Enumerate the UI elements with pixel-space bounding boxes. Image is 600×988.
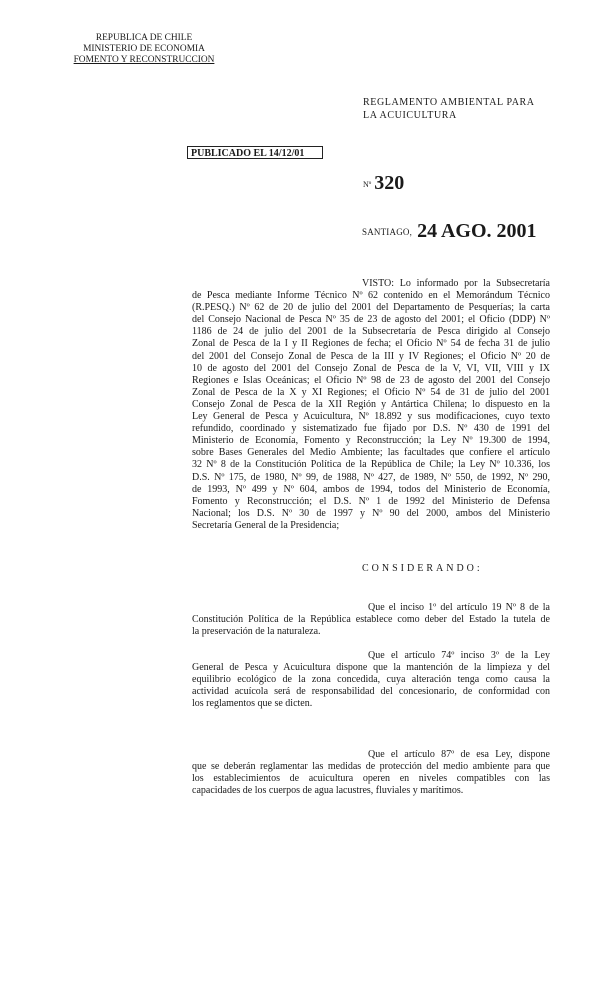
considerando-line: Constitución Política de la República establece como deber del Estado la tutela de <box>192 614 550 626</box>
decree-number <box>363 172 404 195</box>
visto-line: de Pesca mediante Informe Técnico Nº 62 contenido en el Memorándum Técnico <box>192 290 550 302</box>
considerando-line: que se deberán reglamentar las medidas de protección del medio ambiente para que <box>192 761 550 773</box>
decree-date <box>362 220 537 243</box>
title-line-2: LA ACUICULTURA <box>363 110 457 121</box>
considerando-line: equilibrio ecológico de la zona concedida, cuya alteración tenga como causa la <box>192 674 550 686</box>
visto-paragraph <box>192 278 550 532</box>
header-line-ministry: MINISTERIO DE ECONOMIA <box>83 44 205 54</box>
header-line-department: FOMENTO Y RECONSTRUCCION <box>73 55 215 65</box>
visto-line: (R.PESQ.) Nº 62 de 20 de julio del 2001 del Departamento de Pesquerías; la carta <box>192 302 550 314</box>
visto-line: 32 Nº 8 de la Constitución Política de la República de Chile; la Ley Nº 10.336, los <box>192 459 550 471</box>
considerando-line: Que el inciso 1º del artículo 19 Nº 8 de la <box>368 602 550 613</box>
considerando-line: capacidades de los cuerpos de agua lacustres, fluviales y marítimos. <box>192 785 464 797</box>
visto-line: Fomento y Reconstrucción; el D.S. Nº 1 de 1992 del Ministerio de Defensa <box>192 495 550 507</box>
visto-line: Regiones e Islas Oceánicas; el Oficio Nº 98 de 23 de agosto del 2001 del Consejo <box>192 374 550 386</box>
visto-line: refundido, coordinado y sistematizado fue fijado por D.S. Nº 430 de 1991 del <box>192 423 550 435</box>
considerando-heading: CONSIDERANDO: <box>362 563 483 574</box>
considerando-line: los establecimientos de acuicultura operen en niveles compatibles con las <box>192 773 550 785</box>
visto-line: 1186 de 24 de julio del 2001 de la Subsecretaría de Pesca dirigido al Consejo <box>192 326 550 338</box>
considerando-line: General de Pesca y Acuicultura dispone que la mantención de la limpieza y del <box>192 662 550 674</box>
document-title <box>363 96 553 122</box>
visto-line: del 2001 del Consejo Zonal de Pesca de la III y IV Regiones; el Oficio Nº 20 de <box>192 350 550 362</box>
visto-line: de 1993, Nº 499 y Nº 604, ambos de 1994, todos del Ministerio de Economía, <box>192 483 550 495</box>
considerando-line: Que el artículo 74º inciso 3º de la Ley <box>368 650 550 661</box>
visto-line: Secretaría General de la Presidencia; <box>192 519 340 531</box>
considerando-paragraph-3 <box>192 749 550 797</box>
header-line-republic: REPUBLICA DE CHILE <box>95 33 193 43</box>
visto-line: Ley General de Pesca y Acuicultura, Nº 18.892 y sus modificaciones, cuyo texto <box>192 411 550 423</box>
visto-line: 10 de agosto del 2001 del Consejo Zonal de Pesca de la V, VI, VII, VIII y IX <box>192 362 550 374</box>
considerando-paragraph-2 <box>192 650 550 710</box>
visto-line: Nacional; los D.S. Nº 30 de 1997 y Nº 90 del 2000, ambos del Ministerio <box>192 507 550 519</box>
visto-line: sobre Bases Generales del Medio Ambiente; las facultades que confiere el artículo <box>192 447 550 459</box>
visto-line: Consejo Zonal de Pesca de la XII Región y Antártica Chilena; lo dispuesto en la <box>192 398 550 410</box>
ministry-header <box>64 33 224 66</box>
visto-line: Zonal de Pesca de la X y XI Regiones; el Oficio Nº 54 de 31 de julio del 2001 <box>192 386 550 398</box>
visto-line: del Consejo Nacional de Pesca Nº 35 de 23 de agosto del 2001; el Oficio (DDP) Nº <box>192 314 550 326</box>
visto-line: VISTO: Lo informado por la Subsecretaría <box>362 278 550 289</box>
published-stamp: PUBLICADO EL 14/12/01 <box>187 146 323 159</box>
decree-number-label: Nº <box>363 180 372 189</box>
visto-line: Ministerio de Economía, Fomento y Reconstrucción; la Ley Nº 19.300 de 1994, <box>192 435 550 447</box>
considerando-line: Que el artículo 87º de esa Ley, dispone <box>368 749 550 760</box>
considerando-line: los reglamentos que se dicten. <box>192 698 313 710</box>
decree-date-city: SANTIAGO, <box>362 227 413 237</box>
title-line-1: REGLAMENTO AMBIENTAL PARA <box>363 97 535 108</box>
considerando-line: la preservación de la naturaleza. <box>192 626 321 638</box>
considerando-paragraph-1 <box>192 602 550 638</box>
decree-date-value: 24 AGO. 2001 <box>417 220 537 242</box>
decree-number-value: 320 <box>374 172 405 194</box>
considerando-line: actividad acuícola será de responsabilidad del concesionario, de conformidad con <box>192 686 550 698</box>
visto-line: D.S. Nº 175, de 1980, Nº 99, de 1988, Nº 427, de 1989, Nº 550, de 1992, Nº 290, <box>192 471 550 483</box>
visto-line: Zonal de Pesca de la I y II Regiones de fecha; el Oficio Nº 54 de fecha 31 de julio <box>192 338 550 350</box>
